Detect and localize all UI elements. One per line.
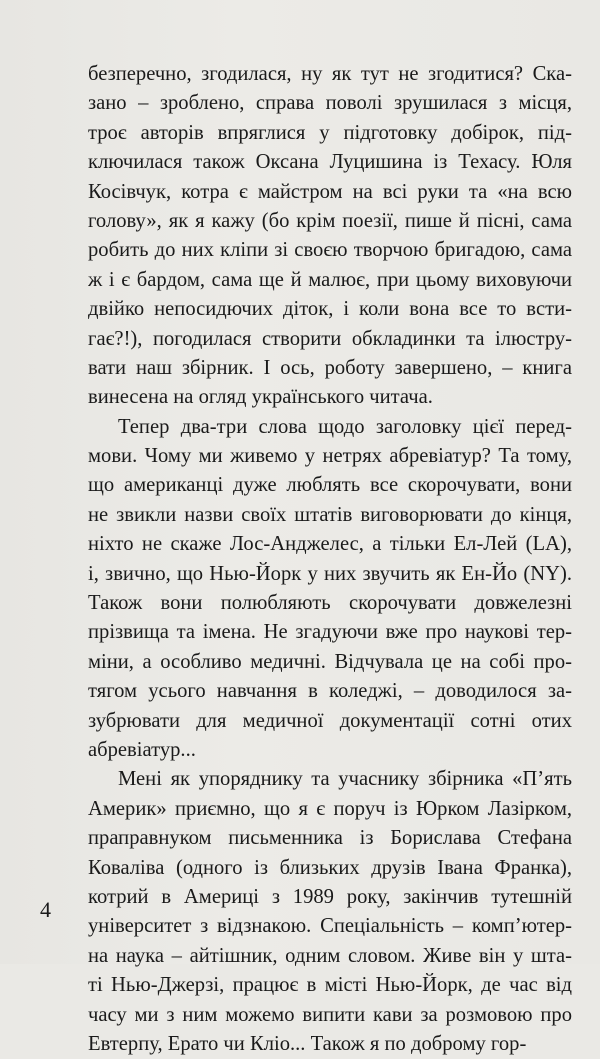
text-line: ж і є бардом, сама ще й малює, при цьому виховуючи bbox=[88, 268, 572, 291]
paragraph bbox=[88, 60, 572, 413]
text-line: гає?!), погодилася створити обкладинки та ілюстру- bbox=[88, 327, 572, 350]
text-line: котрий в Америці з 1989 року, закінчив тутешній bbox=[88, 885, 572, 908]
text-line: університет з відзнакою. Спеціальність – комп’ютер- bbox=[88, 915, 572, 938]
text-line: Тепер два-три слова щодо заголовку цієї перед- bbox=[118, 415, 572, 438]
text-line: зано – зроблено, справа поволі зрушилася з місця, bbox=[88, 92, 572, 115]
text-line: робить до них кліпи зі своєю творчою бригадою, сама bbox=[88, 239, 572, 262]
text-line: Коваліва (одного із близьких друзів Івана Франка), bbox=[88, 856, 572, 879]
text-line: зубрювати для медичної документації сотні отих bbox=[88, 709, 572, 732]
text-line: ті Нью-Джерзі, працює в місті Нью-Йорк, де час від bbox=[88, 974, 572, 997]
text-line: вати наш збірник. І ось, роботу завершено, – книга bbox=[88, 356, 572, 379]
text-line: часу ми з ним можемо випити кави за розмовою про bbox=[88, 1003, 572, 1026]
paragraph bbox=[88, 765, 572, 1059]
paragraph bbox=[88, 413, 572, 766]
text-line: голову», як я кажу (бо крім поезії, пише й пісні, сама bbox=[88, 209, 572, 232]
text-line: прізвища та імена. Не згадуючи вже про наукові тер- bbox=[88, 621, 572, 644]
text-line: безперечно, згодилася, ну як тут не згодитися? Ска- bbox=[88, 63, 572, 85]
text-line: абревіатур... bbox=[88, 738, 196, 761]
text-line: на наука – айтішник, одним словом. Живе він у шта- bbox=[88, 944, 572, 967]
text-line: Також вони полюбляють скорочувати довжелезні bbox=[88, 592, 572, 615]
text-line: Евтерпу, Ерато чи Кліо... Також я по доброму гор- bbox=[88, 1032, 527, 1055]
text-line: Америк» приємно, що я є поруч із Юрком Лазірком, bbox=[88, 797, 572, 820]
text-line: міни, а особливо медичні. Відчувала це на собі про- bbox=[88, 650, 572, 673]
text-line: ніхто не скаже Лос-Анджелес, а тільки Ел-Лей (LA), bbox=[88, 533, 572, 556]
text-line: Косівчук, котра є майстром на всі руки та «на всю bbox=[88, 180, 572, 203]
text-line: винесена на огляд українського читача. bbox=[88, 386, 433, 409]
text-line: не звикли назви своїх штатів виговорювати до кінця, bbox=[88, 503, 572, 526]
text-line: ключилася також Оксана Луцишина із Техасу. Юля bbox=[88, 151, 572, 174]
text-line: троє авторів впряглися у підготовку добірок, під- bbox=[88, 121, 572, 144]
text-line: що американці дуже люблять все скорочувати, вони bbox=[88, 474, 572, 497]
text-line: і, звично, що Нью-Йорк у них звучить як Ен-Йо (NY). bbox=[88, 562, 572, 585]
page-number: 4 bbox=[40, 897, 51, 922]
body-text bbox=[88, 60, 572, 1059]
text-line: праправнуком письменника із Борислава Стефана bbox=[88, 827, 572, 850]
text-line: тягом усього навчання в коледжі, – доводилося за- bbox=[88, 680, 572, 703]
text-line: мови. Чому ми живемо у нетрях абревіатур? Та тому, bbox=[88, 445, 572, 468]
text-line: Мені як упоряднику та учаснику збірника «П’ять bbox=[118, 768, 572, 791]
text-line: двійко непосидючих діток, і коли вона все то вcти- bbox=[88, 298, 572, 321]
